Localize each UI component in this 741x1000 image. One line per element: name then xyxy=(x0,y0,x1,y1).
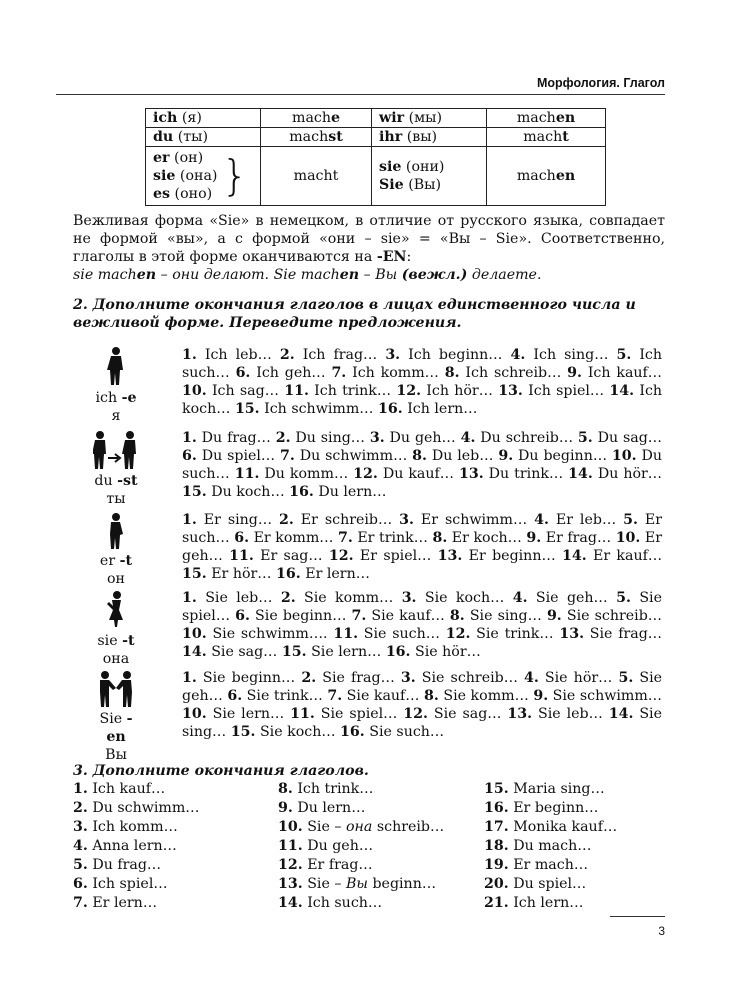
item-number: 14. xyxy=(608,706,634,722)
exercise-item: Du schreib… xyxy=(475,430,574,446)
exercise-item: Sie sing… xyxy=(464,608,542,624)
list-item: 6. Ich spiel… xyxy=(73,876,168,892)
item-number: 2. xyxy=(301,670,317,686)
list-item: 12. Er frag… xyxy=(278,857,373,873)
exercise-item: Sie trink… xyxy=(242,688,323,704)
item-number: 4. xyxy=(524,670,539,686)
exercise-item: Sie komm… xyxy=(438,688,529,704)
exercise-er xyxy=(182,511,662,583)
item-number: 12. xyxy=(445,626,471,642)
item-number: 9. xyxy=(533,688,549,704)
exercise-item: Sie lern… xyxy=(306,644,382,660)
item-number: 7. xyxy=(351,608,367,624)
exercise-item: Du schwimm… xyxy=(294,448,408,464)
item-number: 13. xyxy=(498,383,523,399)
exercise-item: Ich beginn… xyxy=(400,347,503,363)
exercise-item: Sie hör… xyxy=(410,644,481,660)
footer-rule xyxy=(610,916,665,917)
list-item: 2. Du schwimm… xyxy=(73,800,200,816)
item-number: 13. xyxy=(507,706,533,722)
exercise-item: Sie lern… xyxy=(206,706,285,722)
item-number: 15. xyxy=(234,401,260,417)
exercise-item: Sie komm… xyxy=(295,590,394,606)
item-number: 9. xyxy=(498,448,514,464)
item-number: 6. xyxy=(235,608,250,624)
item-number: 15. xyxy=(182,566,207,582)
item-number: 4. xyxy=(534,512,549,528)
item-number: 7. xyxy=(331,365,347,381)
exercise-item: Er trink… xyxy=(352,530,428,546)
item-number: 3. xyxy=(401,590,417,606)
exercise-item: Er lern… xyxy=(300,566,370,582)
exercise-item: Du sing… xyxy=(290,430,365,446)
item-number: 3. xyxy=(385,347,401,363)
list-item: 20. Du spiel… xyxy=(484,876,587,892)
item-number: 1. xyxy=(182,347,197,363)
item-number: 11. xyxy=(229,548,254,564)
exercise-item: Sie sag… xyxy=(206,644,278,660)
item-number: 9. xyxy=(546,608,562,624)
list-item: 21. Ich lern… xyxy=(484,895,584,911)
item-number: 6. xyxy=(234,530,250,546)
list-item: 15. Maria sing… xyxy=(484,781,605,797)
list-item: 3. Ich komm… xyxy=(73,819,178,835)
list-item: 13. Sie – Вы beginn… xyxy=(278,876,437,892)
item-number: 3. xyxy=(400,670,416,686)
item-number: 4. xyxy=(512,590,528,606)
exercise-item: Du geh… xyxy=(384,430,456,446)
woman-icon xyxy=(100,590,132,628)
item-number: 13. xyxy=(458,466,484,482)
item-number: 2. xyxy=(280,590,296,606)
list-item: 7. Er lern… xyxy=(73,895,158,911)
item-number: 12. xyxy=(403,706,428,722)
exercise-item: Sie frag… xyxy=(316,670,395,686)
task3-col2 xyxy=(278,780,444,913)
item-number: 5. xyxy=(616,590,631,606)
exercise-item: Sie geh… xyxy=(182,670,663,704)
exercise-item: Du kauf… xyxy=(377,466,454,482)
exercise-item: Er schreib… xyxy=(293,512,393,528)
task2-title: 2. Дополните окончания глаголов в лицах единственного числа и вежливой форме. Переведите предложения. xyxy=(73,297,636,331)
item-number: 9. xyxy=(526,530,542,546)
exercise-item: Sie hör… xyxy=(538,670,613,686)
exercise-item: Du beginn… xyxy=(513,448,608,464)
exercise-item: Sie frag… xyxy=(584,626,662,642)
exercise-item: Ich hör… xyxy=(421,383,493,399)
person-icon xyxy=(100,346,132,386)
item-number: 11. xyxy=(333,626,359,642)
exercise-item: Er sing… xyxy=(196,512,273,528)
item-number: 14. xyxy=(568,466,593,482)
exercise-item: Sie such… xyxy=(364,724,445,740)
item-number: 13. xyxy=(559,626,585,642)
item-number: 7. xyxy=(327,688,343,704)
list-item: 18. Du mach… xyxy=(484,838,592,854)
exercise-item: Sie sing… xyxy=(182,706,662,740)
list-item: 8. Ich trink… xyxy=(278,781,374,797)
item-number: 15. xyxy=(182,484,207,500)
list-item: 14. Ich such… xyxy=(278,895,383,911)
item-number: 5. xyxy=(623,512,638,528)
item-number: 2. xyxy=(275,430,291,446)
table-row: ich (я) mache wir (мы) machen xyxy=(146,109,606,128)
item-number: 10. xyxy=(182,383,207,399)
running-header: Морфология. Глагол xyxy=(537,76,665,90)
two-persons-arrow-icon xyxy=(93,430,137,470)
exercise-item: Ich geh… xyxy=(250,365,326,381)
pron-er: er -t он xyxy=(99,553,133,587)
item-number: 5. xyxy=(577,430,593,446)
exercise-item: Er beginn… xyxy=(462,548,556,564)
exercise-Sie-polite xyxy=(182,669,662,741)
exercise-item: Ich schwimm… xyxy=(259,401,374,417)
conjugation-table xyxy=(145,108,606,206)
exercise-item: Ich leb… xyxy=(196,347,272,363)
task3-title: 3. Дополните окончания глаголов. xyxy=(73,763,369,779)
exercise-item: Er hör… xyxy=(206,566,272,582)
item-number: 15. xyxy=(230,724,256,740)
exercise-item: Du frag… xyxy=(196,430,271,446)
brace-icon: } xyxy=(221,151,249,200)
item-number: 1. xyxy=(182,590,197,606)
item-number: 14. xyxy=(182,644,207,660)
item-number: 4. xyxy=(460,430,476,446)
exercise-item: Er schwimm… xyxy=(413,512,528,528)
exercise-ich xyxy=(182,346,662,418)
exercise-item: Sie sag… xyxy=(427,706,502,722)
exercise-item: Sie schreib… xyxy=(561,608,662,624)
pron-du: du -st ты xyxy=(94,473,138,507)
item-number: 8. xyxy=(432,530,448,546)
list-item: 11. Du geh… xyxy=(278,838,374,854)
item-number: 12. xyxy=(396,383,422,399)
exercise-item: Er spiel… xyxy=(353,548,432,564)
item-number: 16. xyxy=(378,401,403,417)
pron-sie: sie -t она xyxy=(97,633,135,667)
intro-example: sie machen – они делают. Sie machen – Вы (вежл.) делаете. xyxy=(73,267,542,283)
item-number: 9. xyxy=(567,365,582,381)
exercise-item: Sie spiel… xyxy=(182,590,662,624)
item-number: 8. xyxy=(412,448,427,464)
pron-Sie: Sie -en Вы xyxy=(99,711,133,763)
item-number: 10. xyxy=(182,626,207,642)
exercise-item: Du koch… xyxy=(206,484,285,500)
item-number: 12. xyxy=(328,548,354,564)
item-number: 8. xyxy=(444,365,460,381)
list-item: 10. Sie – она schreib… xyxy=(278,819,445,835)
item-number: 16. xyxy=(276,566,301,582)
item-number: 16. xyxy=(385,644,411,660)
list-item: 19. Er mach… xyxy=(484,857,589,873)
exercise-item: Ich spiel… xyxy=(522,383,605,399)
exercise-item: Sie kauf… xyxy=(342,688,420,704)
exercise-item: Ich sing… xyxy=(525,347,609,363)
item-number: 16. xyxy=(289,484,314,500)
exercise-item: Er koch… xyxy=(447,530,522,546)
exercise-item: Ich trink… xyxy=(308,383,392,399)
item-number: 7. xyxy=(338,530,353,546)
item-number: 2. xyxy=(279,512,294,528)
item-number: 10. xyxy=(615,530,641,546)
exercise-item: Ich lern… xyxy=(402,401,478,417)
exercise-item: Ich such… xyxy=(182,347,663,381)
exercise-item: Er geh… xyxy=(182,530,663,564)
exercise-item: Ich komm… xyxy=(346,365,439,381)
exercise-item: Sie schreib… xyxy=(415,670,518,686)
exercise-item: Ich koch… xyxy=(182,383,663,417)
exercise-item: Er such… xyxy=(182,512,662,546)
item-number: 1. xyxy=(182,670,197,686)
table-row: er (он) sie (она) es (оно) } macht sie (они) Sie (Вы) machen xyxy=(146,147,606,206)
exercise-item: Er leb… xyxy=(548,512,617,528)
exercise-item: Du leb… xyxy=(426,448,494,464)
item-number: 13. xyxy=(437,548,463,564)
item-number: 8. xyxy=(424,688,439,704)
item-number: 1. xyxy=(182,512,197,528)
exercise-item: Sie leb… xyxy=(532,706,603,722)
list-item: 5. Du frag… xyxy=(73,857,162,873)
pron-ich: ich -e я xyxy=(95,390,137,424)
list-item: 17. Monika kauf… xyxy=(484,819,618,835)
item-number: 11. xyxy=(290,706,315,722)
exercise-du xyxy=(182,429,662,501)
exercise-item: Sie such… xyxy=(358,626,440,642)
intro-paragraph: Вежливая форма «Sie» в немецком, в отличие от русского языка, совпадает не формой «вы», а с формой «они – sie» = «Вы – Sie». Соответственно, глаголы в этой форме оканчиваются на -EN: xyxy=(73,213,665,265)
list-item: 1. Ich kauf… xyxy=(73,781,166,797)
table-row: du (ты) machst ihr (вы) macht xyxy=(146,128,606,147)
exercise-item: Sie beginn… xyxy=(196,670,296,686)
exercise-item: Er kauf… xyxy=(586,548,663,564)
exercise-item: Du sag… xyxy=(592,430,662,446)
item-number: 5. xyxy=(618,670,634,686)
page-number: 3 xyxy=(658,924,665,938)
exercise-item: Sie trink… xyxy=(470,626,554,642)
item-number: 12. xyxy=(353,466,378,482)
item-number: 1. xyxy=(182,430,197,446)
task3-col3 xyxy=(484,780,617,913)
exercise-item: Du spiel… xyxy=(196,448,276,464)
exercise-item: Sie koch… xyxy=(255,724,336,740)
item-number: 10. xyxy=(182,706,207,722)
handshake-icon xyxy=(96,670,136,708)
item-number: 3. xyxy=(369,430,385,446)
exercise-item: Ich frag… xyxy=(294,347,378,363)
exercise-item: Du komm… xyxy=(259,466,349,482)
exercise-item: Du trink… xyxy=(483,466,564,482)
exercise-item: Sie geh… xyxy=(527,590,608,606)
header-rule xyxy=(56,94,665,95)
exercise-item: Sie leb… xyxy=(196,590,273,606)
item-number: 6. xyxy=(227,688,243,704)
exercise-item: Du lern… xyxy=(313,484,387,500)
item-number: 15. xyxy=(281,644,307,660)
item-number: 10. xyxy=(611,448,637,464)
man-icon xyxy=(100,512,132,550)
exercise-item: Ich kauf… xyxy=(581,365,662,381)
item-number: 4. xyxy=(510,347,526,363)
item-number: 14. xyxy=(561,548,587,564)
item-number: 16. xyxy=(340,724,365,740)
exercise-item: Er frag… xyxy=(541,530,612,546)
item-number: 6. xyxy=(235,365,251,381)
exercise-item: Sie beginn… xyxy=(249,608,347,624)
item-number: 3. xyxy=(399,512,414,528)
exercise-item: Du such… xyxy=(182,448,663,482)
exercise-item: Sie spiel… xyxy=(314,706,398,722)
item-number: 5. xyxy=(616,347,632,363)
exercise-item: Er komm… xyxy=(249,530,334,546)
item-number: 8. xyxy=(449,608,465,624)
item-number: 14. xyxy=(609,383,635,399)
exercise-sie xyxy=(182,589,662,661)
exercise-item: Sie kauf… xyxy=(366,608,445,624)
exercise-item: Sie schwimm… xyxy=(548,688,662,704)
item-number: 7. xyxy=(280,448,295,464)
exercise-item: Ich sag… xyxy=(206,383,279,399)
list-item: 16. Er beginn… xyxy=(484,800,599,816)
item-number: 6. xyxy=(182,448,197,464)
list-item: 9. Du lern… xyxy=(278,800,366,816)
exercise-item: Sie schwimm…. xyxy=(206,626,328,642)
item-number: 2. xyxy=(279,347,295,363)
item-number: 11. xyxy=(234,466,260,482)
task3-col1 xyxy=(73,780,199,913)
item-number: 11. xyxy=(284,383,309,399)
exercise-item: Er sag… xyxy=(253,548,323,564)
exercise-item: Sie koch… xyxy=(416,590,505,606)
list-item: 4. Anna lern… xyxy=(73,838,177,854)
exercise-item: Ich schreib… xyxy=(459,365,562,381)
exercise-item: Du hör… xyxy=(592,466,662,482)
